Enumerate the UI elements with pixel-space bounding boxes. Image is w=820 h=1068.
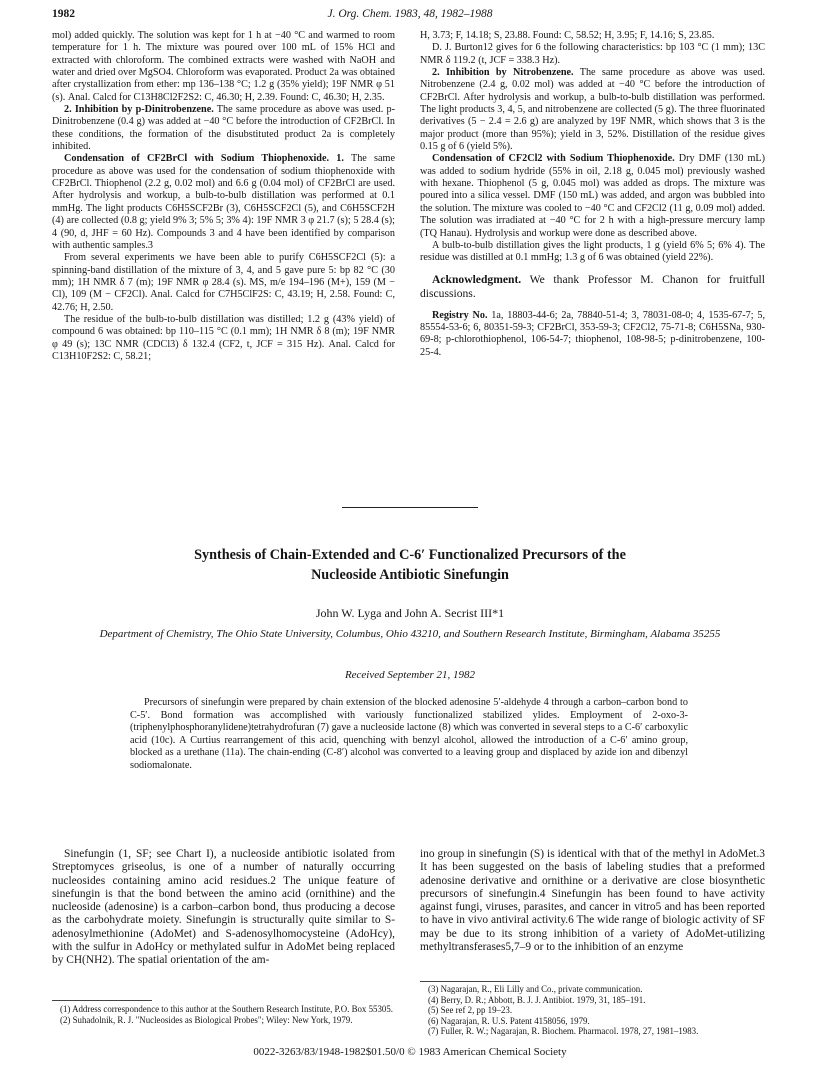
- acknowledgment-heading: Acknowledgment.: [432, 272, 522, 286]
- experimental-paragraph: D. J. Burton12 gives for 6 the following characteristics: bp 103 °C (1 mm); 13C NMR δ 119.2 (t, JCF = 338.3 Hz).: [420, 42, 765, 66]
- body-paragraph: Sinefungin (1, SF; see Chart I), a nucleoside antibiotic isolated from Streptomyces griseolus, is one of a number of naturally occurring nucleosides containing amino acid residues.2 The unique feature of sinefungin is that the bond between the amino acid (ornithine) and the nucleoside (adenosine) is a carbon–carbon bond, thus producing a decose as the carbohydrate moiety. Sinefungin is structurally quite similar to S-adenosylmethionine (AdoMet) and S-adenosylhomocysteine (AdoHcy), with the sulfur in AdoHcy or methylated sulfur in AdoMet being replaced by CH(NH2). The spatial orientation of the am-: [52, 848, 395, 967]
- paragraph-text: The same procedure as above was used. Nitrobenzene (2.4 g, 0.02 mol) was added at −40 °C before the introduction of CF2BrCl. After hydrolysis and workup, a bulb-to-bulb distillation was performed. The light products 3, 4, 5, and nitrobenzene are collected (5 g). The three fluorinated derivatives (5 − 2.4 = 2.6 g) are analyzed by 19F NMR, which shows that 3 is the major product (more than 95%); yield in 3, 52%. Distillation of the residue gives 0.15 g of 6 (yield 5%).: [420, 67, 766, 153]
- body-paragraph: ino group in sinefungin (S) is identical with that of the methyl in AdoMet.3 It has been suggested on the basis of labeling studies that a preformed adenosine derivative and ornithine or a derivative are close biosynthetic precursors of sinefungin.4 Sinefungin has been found to have activity against fungi, viruses, parasites, and cancer in vitro5 and has been reported to have in vivo antiviral activity.6 The wide range of biologic activity of SF may be due to its strong inhibition of a variety of AdoMet-utilizing methyltransferases5,7–9 or to the inhibition of an enzyme: [420, 848, 765, 954]
- acknowledgment-text: We thank Professor M. Chanon for fruitfull discussions.: [420, 272, 765, 301]
- journal-citation: J. Org. Chem. 1983, 48, 1982–1988: [327, 8, 493, 20]
- footnote: (3) Nagarajan, R., Eli Lilly and Co., private communication.: [428, 984, 643, 994]
- running-header: [52, 8, 768, 26]
- registry-heading: Registry No.: [432, 309, 488, 321]
- experimental-paragraph: [52, 153, 395, 252]
- title-line: Nucleoside Antibiotic Sinefungin: [311, 567, 509, 583]
- experimental-paragraph: [52, 104, 395, 153]
- experimental-paragraph: mol) added quickly. The solution was kept for 1 h at −40 °C and warmed to room temperature for 1 h. The mixture was poured over 100 mL of 15% HCl and extracted with chloroform. The combined extracts were washed with NaOH and water and dried over MgSO4. Chloroform was evaporated. Product 2a was obtained after crystallization from ether: mp 136–138 °C; 1.2 g (35% yield); 19F NMR φ 51 (s). Anal. Calcd for C13H8Cl2F2S2: C, 46.30; H, 2.39. Found: C, 46.30; H, 2.35.: [52, 30, 395, 103]
- copyright-footer: 0022-3263/83/1948-1982$01.50/0 © 1983 American Chemical Society: [253, 1046, 567, 1058]
- experimental-paragraph: The residue of the bulb-to-bulb distillation was distilled; 1.2 g (43% yield) of compound 6 was obtained: bp 110–115 °C (0.1 mm); 1H NMR δ 8 (m); 19F NMR φ 49 (s); 13C NMR (CDCl3) δ 132.4 (CF2, t, JCF = 315 Hz). Anal. Calcd for C13H10F2S2: C, 58.21;: [52, 313, 395, 362]
- experimental-right-column: [420, 30, 765, 478]
- paragraph-heading: 2. Inhibition by p-Dinitrobenzene.: [64, 104, 214, 116]
- article-authors: John W. Lyga and John A. Secrist III*1: [315, 606, 505, 620]
- article-affiliation: Department of Chemistry, The Ohio State University, Columbus, Ohio 43210, and Southern Research Institute, Birmingham, Alabama 35255: [99, 628, 721, 640]
- registry-text: 1a, 18803-44-6; 2a, 78840-51-4; 3, 78031-08-0; 4, 1535-67-7; 5, 85554-53-6; 6, 80351-59-3; CF2BrCl, 353-59-3; CF2Cl2, 75-71-8; C6H5SNa, 930-69-8; p-chlorothiophenol, 106-54-7; thiophenol, 108-98-5; p-dinitrobenzene, 100-25-4.: [420, 309, 765, 358]
- body-left-column: [52, 848, 395, 968]
- abstract: [130, 697, 688, 773]
- body-right-column: [420, 848, 765, 954]
- registry-numbers: [420, 310, 765, 359]
- title-line: Synthesis of Chain-Extended and C-6′ Functionalized Precursors of the: [194, 547, 626, 563]
- paragraph-text: Dry DMF (130 mL) was added to sodium hydride (55% in oil, 2.18 g, 0.045 mol) previously washed with hexane. Thiophenol (5 g, 0.045 mol) was added as drops. The mixture was poured into a silica vessel. DMF (150 mL) was added, and argon was bubbled into the solution. The mixture was cooled to −40 °C and CF2Cl2 (11 g, 0.09 mol) added. The solution was irradiated at −40 °C for 2 h with a high-pressure mercury lamp (TQ Hanau). Hydrolysis and workup were done as described above.: [420, 153, 765, 239]
- experimental-paragraph: From several experiments we have been able to purify C6H5SCF2Cl (5): a spinning-band distillation of the mixture of 3, 4, and 5 gave pure 5: bp 82 °C (30 mm); 1H NMR δ 7 (m); 19F NMR φ 28.4 (s). MS, m/e 194–196 (M+), 159 (M − Cl), 109 (M − CF2Cl). Anal. Calcd for C7H5ClF2S: C, 43.19; H, 2.58. Found: C, 42.76; H, 2.50.: [52, 252, 395, 313]
- experimental-left-column: [52, 30, 395, 478]
- footnote: (6) Nagarajan, R. U.S. Patent 4158056, 1979.: [428, 1015, 590, 1026]
- paragraph-text: The same procedure as above was used. p-Dinitrobenzene (0.4 g) was added at −40 °C before the introduction of CF2BrCl. In these conditions, the formation of the disubstituted product 2a is completely inhibited.: [52, 104, 395, 153]
- paragraph-text: The same procedure as above was used for the condensation of sodium thiophenoxide with CF2BrCl. Thiophenol (2.2 g, 0.02 mol) and 6.6 g (0.04 mol) of CF2BrCl are used. After hydrolysis and workup, a bulb-to-bulb distillation was performed at 0.1 mmHg. The light products C6H5SCF2Br (3), C6H5SCF2Cl (5), and C6H5SCF2H (4) are collected (0.8 g; yield 9% 3; 5% 5; 3% 4): 19F NMR 3 φ 21.7 (s); 5 28.4 (s); 4 (90, d, JHF = 60 Hz). Compounds 3 and 4 have been identified by comparison with authentic samples.3: [52, 153, 395, 251]
- footnote-rule: [420, 981, 520, 982]
- footnote: (1) Address correspondence to this author at the Southern Research Institute, P.O. Box 55305.: [60, 1004, 393, 1014]
- paragraph-heading: 2. Inhibition by Nitrobenzene.: [432, 67, 574, 79]
- footnote: (2) Suhadolnik, R. J. "Nucleosides as Biological Probes"; Wiley: New York, 1979.: [60, 1014, 353, 1025]
- footnotes-right: [420, 984, 765, 1037]
- article-title: [60, 545, 760, 585]
- received-date: Received September 21, 1982: [344, 669, 476, 681]
- acknowledgment: [420, 273, 765, 302]
- experimental-paragraph: [420, 153, 765, 239]
- paragraph-heading: Condensation of CF2Cl2 with Sodium Thiophenoxide.: [432, 153, 675, 165]
- paragraph-heading: Condensation of CF2BrCl with Sodium Thiophenoxide. 1.: [64, 153, 344, 165]
- experimental-paragraph: H, 3.73; F, 14.18; S, 23.88. Found: C, 58.52; H, 3.95; F, 14.16; S, 23.85.: [420, 30, 715, 41]
- footnote: (5) See ref 2, pp 19–23.: [428, 1005, 513, 1015]
- experimental-paragraph: [420, 67, 765, 153]
- section-divider: [342, 507, 478, 508]
- footnote: (4) Berry, D. R.; Abbott, B. J. J. Antibiot. 1979, 31, 185–191.: [428, 994, 646, 1005]
- abstract-text: Precursors of sinefungin were prepared by chain extension of the blocked adenosine 5′-aldehyde 4 through a carbon–carbon bond to C-5′. Bond formation was accomplished with variously functionalized stabilized ylides. Employment of 2-oxo-3-(triphenylphosphoranylidene)tetrahydrofuran (7) gave a nucleoside lactone (8) which was converted in several steps to a C-6′ carboxylic acid (10c). A Curtius rearrangement of this acid, quenching with benzyl alcohol, allowed the introduction of a C-6′ amino group, blocked as a urethane (11a). The chain-ending (C-8′) alcohol was converted to a leaving group and displaced by azide ion and dibenzyl sodiomalonate.: [130, 697, 688, 771]
- footnote: (7) Fuller, R. W.; Nagarajan, R. Biochem. Pharmacol. 1978, 27, 1981–1983.: [428, 1026, 699, 1036]
- footnote-rule: [52, 1000, 152, 1001]
- experimental-paragraph: A bulb-to-bulb distillation gives the light products, 1 g (yield 6% 5; 6% 4). The residue was distilled at 0.1 mmHg; 1.3 g of 6 was obtained (yield 22%).: [420, 239, 765, 264]
- page-number: 1982: [52, 8, 75, 20]
- footnotes-left: [52, 1004, 395, 1025]
